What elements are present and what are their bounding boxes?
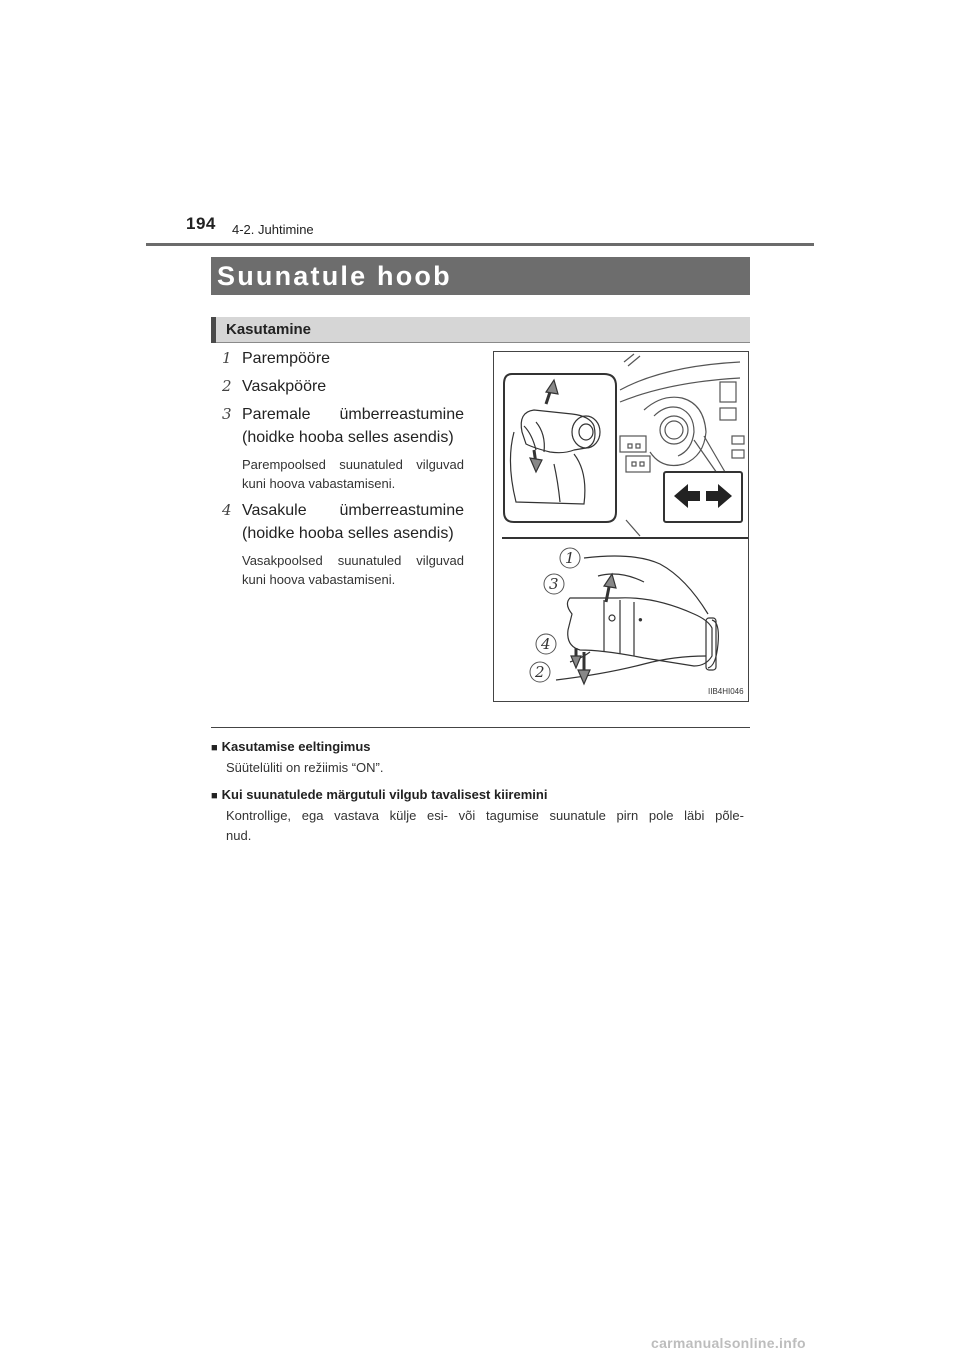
item-text-3-line1: Paremale ümberreastumine [242, 406, 464, 423]
callout-1: 1 [565, 549, 575, 567]
lever-closeup [556, 556, 718, 684]
note-heading-2 [211, 787, 547, 802]
turn-signal-figure [493, 351, 749, 702]
item-text-4-line2: (hoidke hooba selles asendis) [242, 525, 454, 542]
subsection-title: Kasutamine [226, 321, 312, 338]
item-number-1: 1 [222, 349, 232, 367]
item-text-4-line1: Vasakule ümberreastumine [242, 502, 464, 519]
note-text-2-line2: nud. [226, 828, 252, 843]
title-bar [211, 257, 750, 295]
item-text-1: Parempööre [242, 350, 331, 367]
page-title: Suunatule hoob [217, 260, 452, 291]
callout-2: 2 [535, 663, 545, 681]
item-text-2: Vasakpööre [242, 378, 327, 395]
note-heading-1-text: Kasutamise eeltingimus [221, 739, 371, 754]
note-heading-2-text: Kui suunatulede märgutuli vilgub tavalisest kiiremini [221, 787, 548, 802]
page-number: 194 [186, 214, 216, 233]
square-bullet-icon: ■ [211, 790, 218, 802]
note-text-2-line1: Kontrollige, ega vastava külje esi- või tagumise suunatule pirn pole läbi põle- [226, 808, 744, 823]
item-text-3-line2: (hoidke hooba selles asendis) [242, 429, 454, 446]
lever-symbol: ● [638, 615, 643, 624]
subsection-bar [211, 317, 750, 343]
note-heading-1 [211, 739, 370, 754]
item-number-4: 4 [222, 501, 232, 519]
item-note-4-line1: Vasakpoolsed suunatuled vilguvad [242, 553, 464, 568]
turn-signal-illustration [494, 352, 748, 701]
item-note-4-line2: kuni hoova vabastamiseni. [242, 572, 396, 587]
item-note-3-line2: kuni hoova vabastamiseni. [242, 476, 396, 491]
item-number-3: 3 [222, 405, 232, 423]
subsection-marker [211, 317, 216, 343]
figure-callouts [530, 548, 580, 682]
header-divider [146, 243, 814, 246]
figure-code: IIB4HI046 [708, 687, 744, 696]
notes-divider [211, 727, 750, 728]
item-number-2: 2 [222, 377, 232, 395]
callout-3: 3 [549, 575, 559, 593]
left-right-arrows-icon [664, 472, 742, 522]
section-path: 4-2. Juhtimine [232, 222, 314, 237]
note-text-1: Süütelüliti on režiimis “ON”. [226, 760, 384, 775]
watermark: carmanualsonline.info [651, 1335, 806, 1351]
square-bullet-icon: ■ [211, 742, 218, 754]
hand-lever-inset [504, 374, 616, 522]
item-note-3-line1: Parempoolsed suunatuled vilguvad [242, 457, 464, 472]
callout-4: 4 [541, 635, 551, 653]
